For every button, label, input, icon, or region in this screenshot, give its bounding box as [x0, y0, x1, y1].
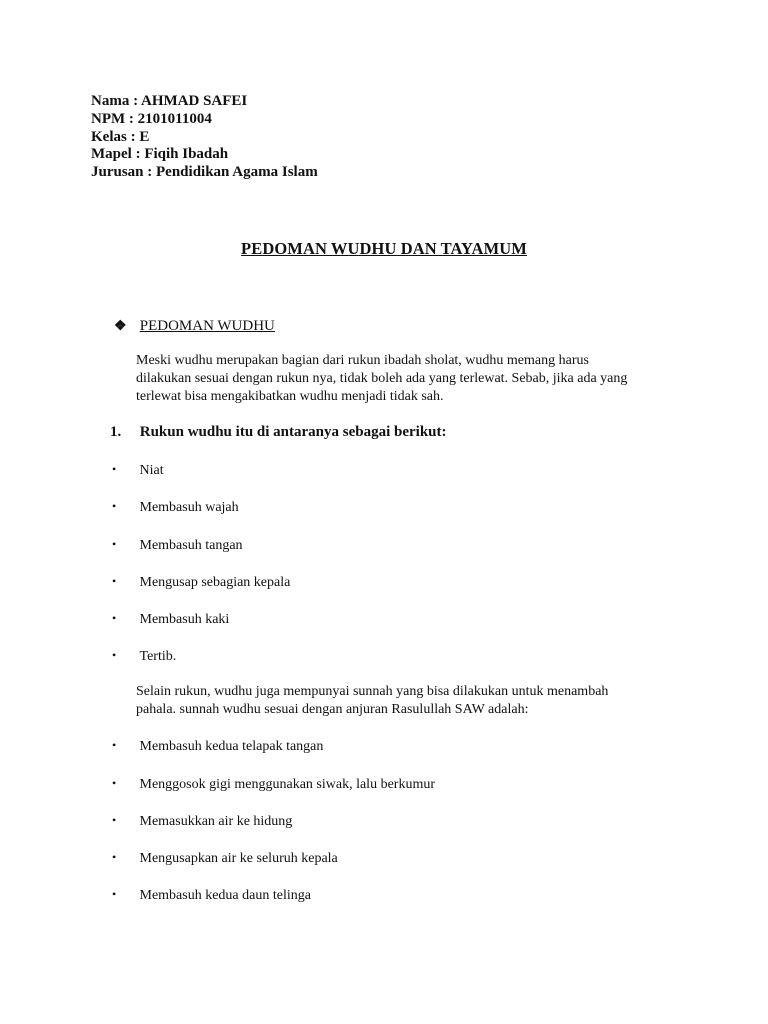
- list-item: [112, 537, 243, 554]
- paragraph-line: Meski wudhu merupakan bagian dari rukun ibadah sholat, wudhu memang harus: [136, 353, 589, 368]
- list-number: 1.: [110, 424, 122, 440]
- bullet-icon: •: [112, 499, 117, 513]
- subject: Mapel : Fiqih Ibadah: [91, 146, 229, 163]
- bullet-icon: •: [112, 574, 117, 588]
- list-item: [112, 776, 435, 793]
- list-item: [112, 574, 290, 591]
- department: Jurusan : Pendidikan Agama Islam: [91, 164, 318, 181]
- student-class: Kelas : E: [91, 128, 150, 145]
- list-item-text: Membasuh kedua daun telinga: [139, 888, 311, 903]
- list-item-text: Membasuh kedua telapak tangan: [139, 739, 324, 754]
- paragraph-line: dilakukan sesuai dengan rukun nya, tidak boleh ada yang terlewat. Sebab, jika ada yang: [136, 370, 628, 386]
- list-item-text: Memasukkan air ke hidung: [139, 814, 293, 829]
- bullet-icon: •: [112, 537, 117, 551]
- student-info: [91, 93, 318, 182]
- list-item-text: Mengusap sebagian kepala: [139, 575, 291, 590]
- numbered-heading-text: Rukun wudhu itu di antaranya sebagai berikut:: [139, 424, 447, 440]
- list-item-text: Membasuh kaki: [139, 612, 230, 627]
- diamond-bullet-icon: ❖: [114, 319, 127, 334]
- list-item-text: Mengusapkan air ke seluruh kepala: [139, 851, 338, 866]
- numbered-heading: [110, 424, 447, 441]
- bullet-icon: •: [112, 776, 117, 790]
- list-item-text: Membasuh tangan: [139, 538, 243, 553]
- bullet-icon: •: [112, 611, 117, 625]
- list-item-text: Tertib.: [139, 649, 177, 664]
- list-item: [112, 887, 311, 904]
- bullet-icon: •: [112, 648, 117, 662]
- bullet-icon: •: [112, 850, 117, 864]
- list-item: [112, 738, 323, 755]
- list-item: [112, 462, 164, 479]
- bullet-icon: •: [112, 462, 117, 476]
- paragraph-line: Selain rukun, wudhu juga mempunyai sunnah yang bisa dilakukan untuk menambah: [136, 684, 609, 699]
- list-item-text: Menggosok gigi menggunakan siwak, lalu berkumur: [139, 777, 436, 792]
- bullet-icon: •: [112, 738, 117, 752]
- bullet-icon: •: [112, 887, 117, 901]
- paragraph-line: pahala. sunnah wudhu sesuai dengan anjuran Rasulullah SAW adalah:: [136, 701, 529, 717]
- student-npm: NPM : 2101011004: [91, 110, 212, 127]
- list-item: [112, 648, 176, 665]
- list-item: [112, 611, 229, 628]
- paragraph-line: terlewat bisa mengakibatkan wudhu menjadi tidak sah.: [136, 388, 444, 404]
- section-heading-label: PEDOMAN WUDHU: [139, 318, 275, 334]
- list-item: [112, 499, 239, 516]
- bullet-icon: •: [112, 813, 117, 827]
- list-item: [112, 813, 292, 830]
- list-item-text: Membasuh wajah: [139, 500, 239, 515]
- document-title: PEDOMAN WUDHU DAN TAYAMUM: [241, 239, 527, 258]
- section-heading: [114, 318, 275, 335]
- list-item-text: Niat: [139, 463, 164, 478]
- sunnah-paragraph: [136, 683, 656, 719]
- intro-paragraph: [136, 352, 656, 405]
- list-item: [112, 850, 338, 867]
- student-name: Nama : AHMAD SAFEI: [91, 93, 248, 109]
